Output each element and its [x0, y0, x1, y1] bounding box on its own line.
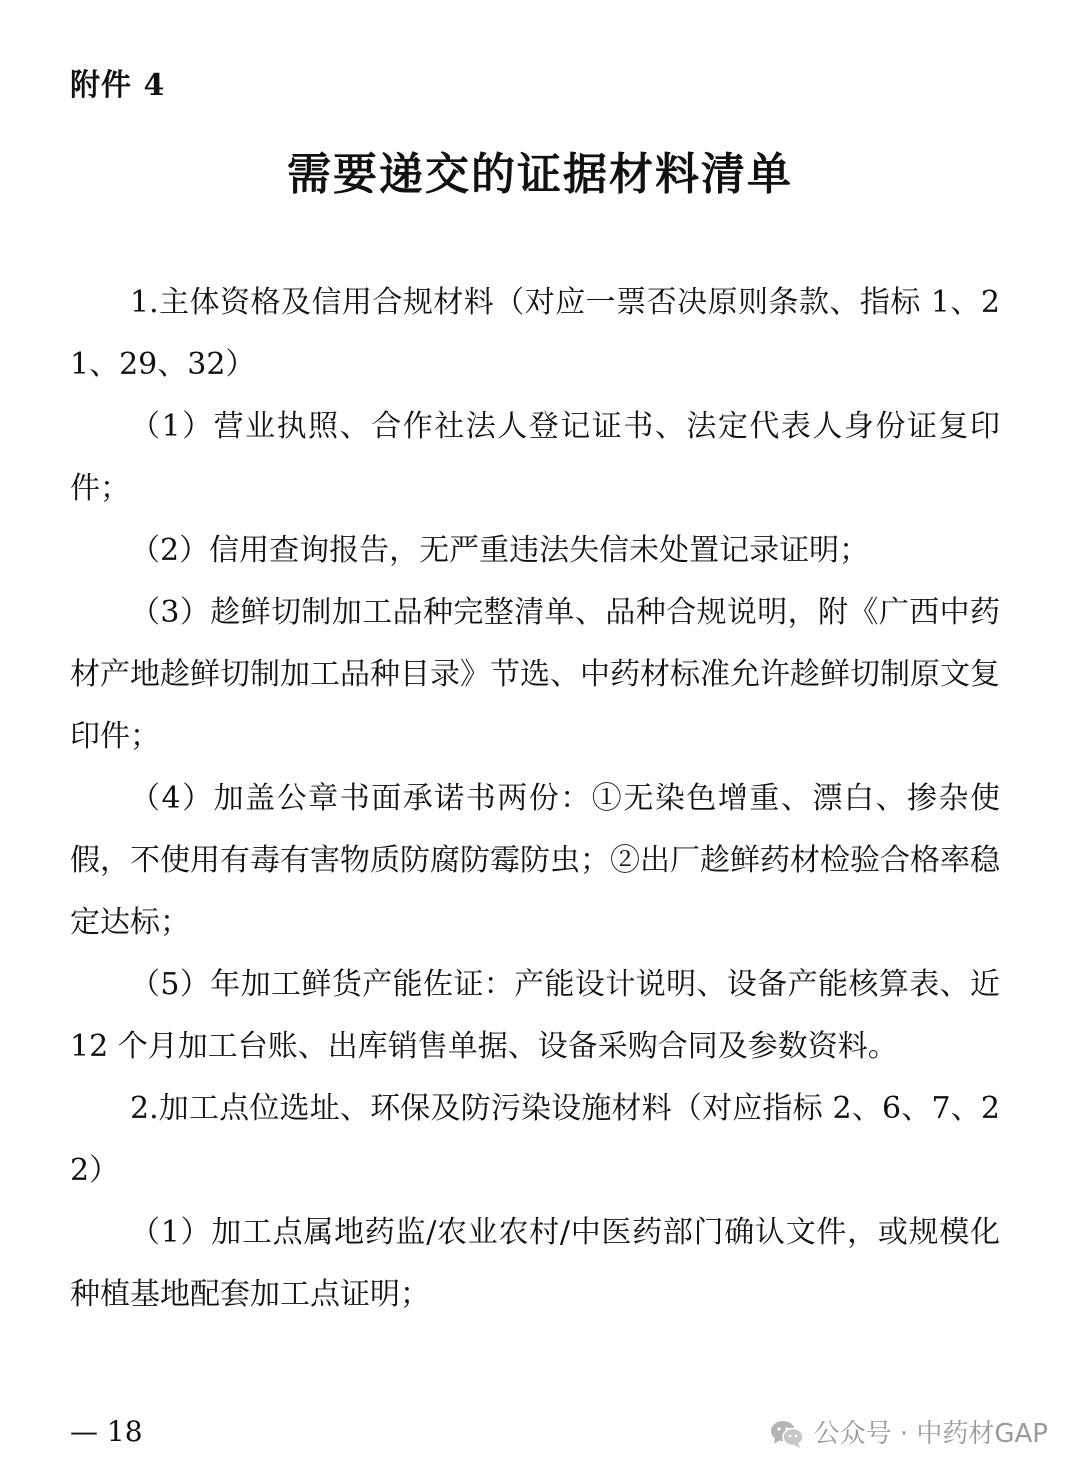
attachment-label: 附件 4	[70, 68, 166, 103]
list-item: （1）加工点属地药监/农业农村/中医药部门确认文件，或规模化种植基地配套加工点证明；	[70, 1215, 1000, 1312]
list-item: （3）趁鲜切制加工品种完整清单、品种合规说明，附《广西中药材产地趁鲜切制加工品种目录》节选、中药材标准允许趁鲜切制原文复印件；	[70, 595, 1000, 754]
page-number: — 18	[70, 1415, 143, 1448]
list-item: （1）营业执照、合作社法人登记证书、法定代表人身份证复印件；	[70, 409, 1000, 506]
section-heading-2: 2.加工点位选址、环保及防污染设施材料（对应指标 2、6、7、22）	[70, 1091, 1000, 1188]
list-item: （5）年加工鲜货产能佐证：产能设计说明、设备产能核算表、近 12 个月加工台账、出库销售单据、设备采购合同及参数资料。	[70, 967, 1000, 1064]
list-item: （2）信用查询报告，无严重违法失信未处置记录证明；	[130, 533, 870, 568]
document-title: 需要递交的证据材料清单	[287, 149, 793, 200]
watermark-text: 公众号 · 中药材GAP	[813, 1419, 1048, 1449]
list-item: （4）加盖公章书面承诺书两份：①无染色增重、漂白、掺杂使假，不使用有毒有害物质防腐防霉防虫；②出厂趁鲜药材检验合格率稳定达标；	[70, 781, 1000, 940]
document-body	[70, 272, 1000, 1326]
wechat-icon	[770, 1419, 804, 1449]
section-heading-1: 1.主体资格及信用合规材料（对应一票否决原则条款、指标 1、21、29、32）	[70, 285, 1000, 382]
watermark	[770, 1414, 1048, 1454]
